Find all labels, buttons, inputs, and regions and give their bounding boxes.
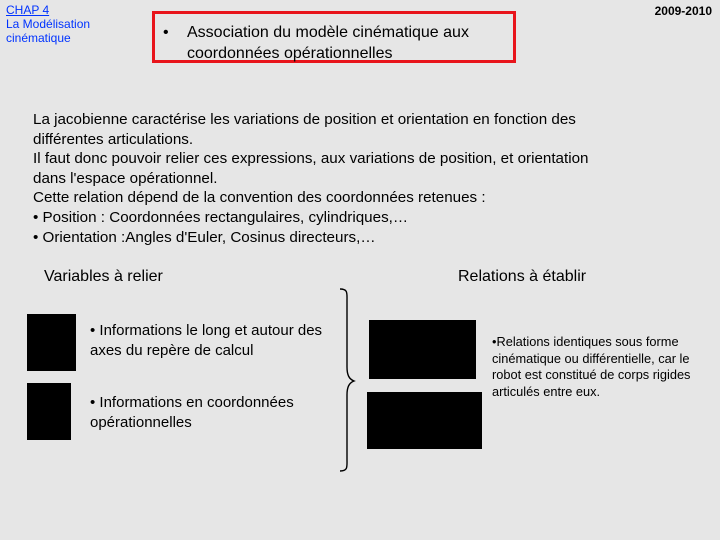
intro-line: Cette relation dépend de la convention des coordonnées retenues : bbox=[33, 189, 486, 207]
slide-title: Association du modèle cinématique aux coordonnées opérationnelles bbox=[187, 24, 469, 62]
slide-title-box bbox=[152, 11, 516, 63]
academic-year: 2009-2010 bbox=[654, 4, 712, 18]
relations-text: •Relations identiques sous forme cinématique ou différentielle, car le robot est constitué de corps rigides articulés entre eux. bbox=[492, 334, 691, 399]
variables-heading: Variables à relier bbox=[44, 268, 163, 285]
intro-line: différentes articulations. bbox=[33, 130, 194, 148]
intro-line: La jacobienne caractérise les variations de position et orientation en fonction des bbox=[33, 111, 576, 128]
intro-line: dans l'espace opérationnel. bbox=[33, 169, 218, 187]
chapter-label bbox=[6, 3, 116, 45]
variable-item: • Informations en coordonnées opérationnelles bbox=[90, 394, 294, 431]
curly-brace-icon bbox=[334, 287, 358, 473]
chapter-number: CHAP 4 bbox=[6, 3, 50, 17]
black-box-2 bbox=[27, 383, 71, 440]
intro-paragraph bbox=[33, 110, 693, 247]
intro-line: • Orientation :Angles d'Euler, Cosinus directeurs,… bbox=[33, 228, 376, 246]
black-box-4 bbox=[367, 392, 482, 449]
black-box-1 bbox=[27, 314, 76, 371]
chapter-title: La Modélisation cinématique bbox=[6, 17, 91, 45]
intro-line: Il faut donc pouvoir relier ces expressions, aux variations de position, et orientation bbox=[33, 150, 589, 168]
title-bullet: • bbox=[163, 24, 169, 41]
relations-heading: Relations à établir bbox=[458, 268, 587, 285]
black-box-3 bbox=[369, 320, 476, 379]
variable-item: • Informations le long et autour des axes du repère de calcul bbox=[90, 322, 323, 359]
intro-line: • Position : Coordonnées rectangulaires, cylindriques,… bbox=[33, 208, 409, 226]
